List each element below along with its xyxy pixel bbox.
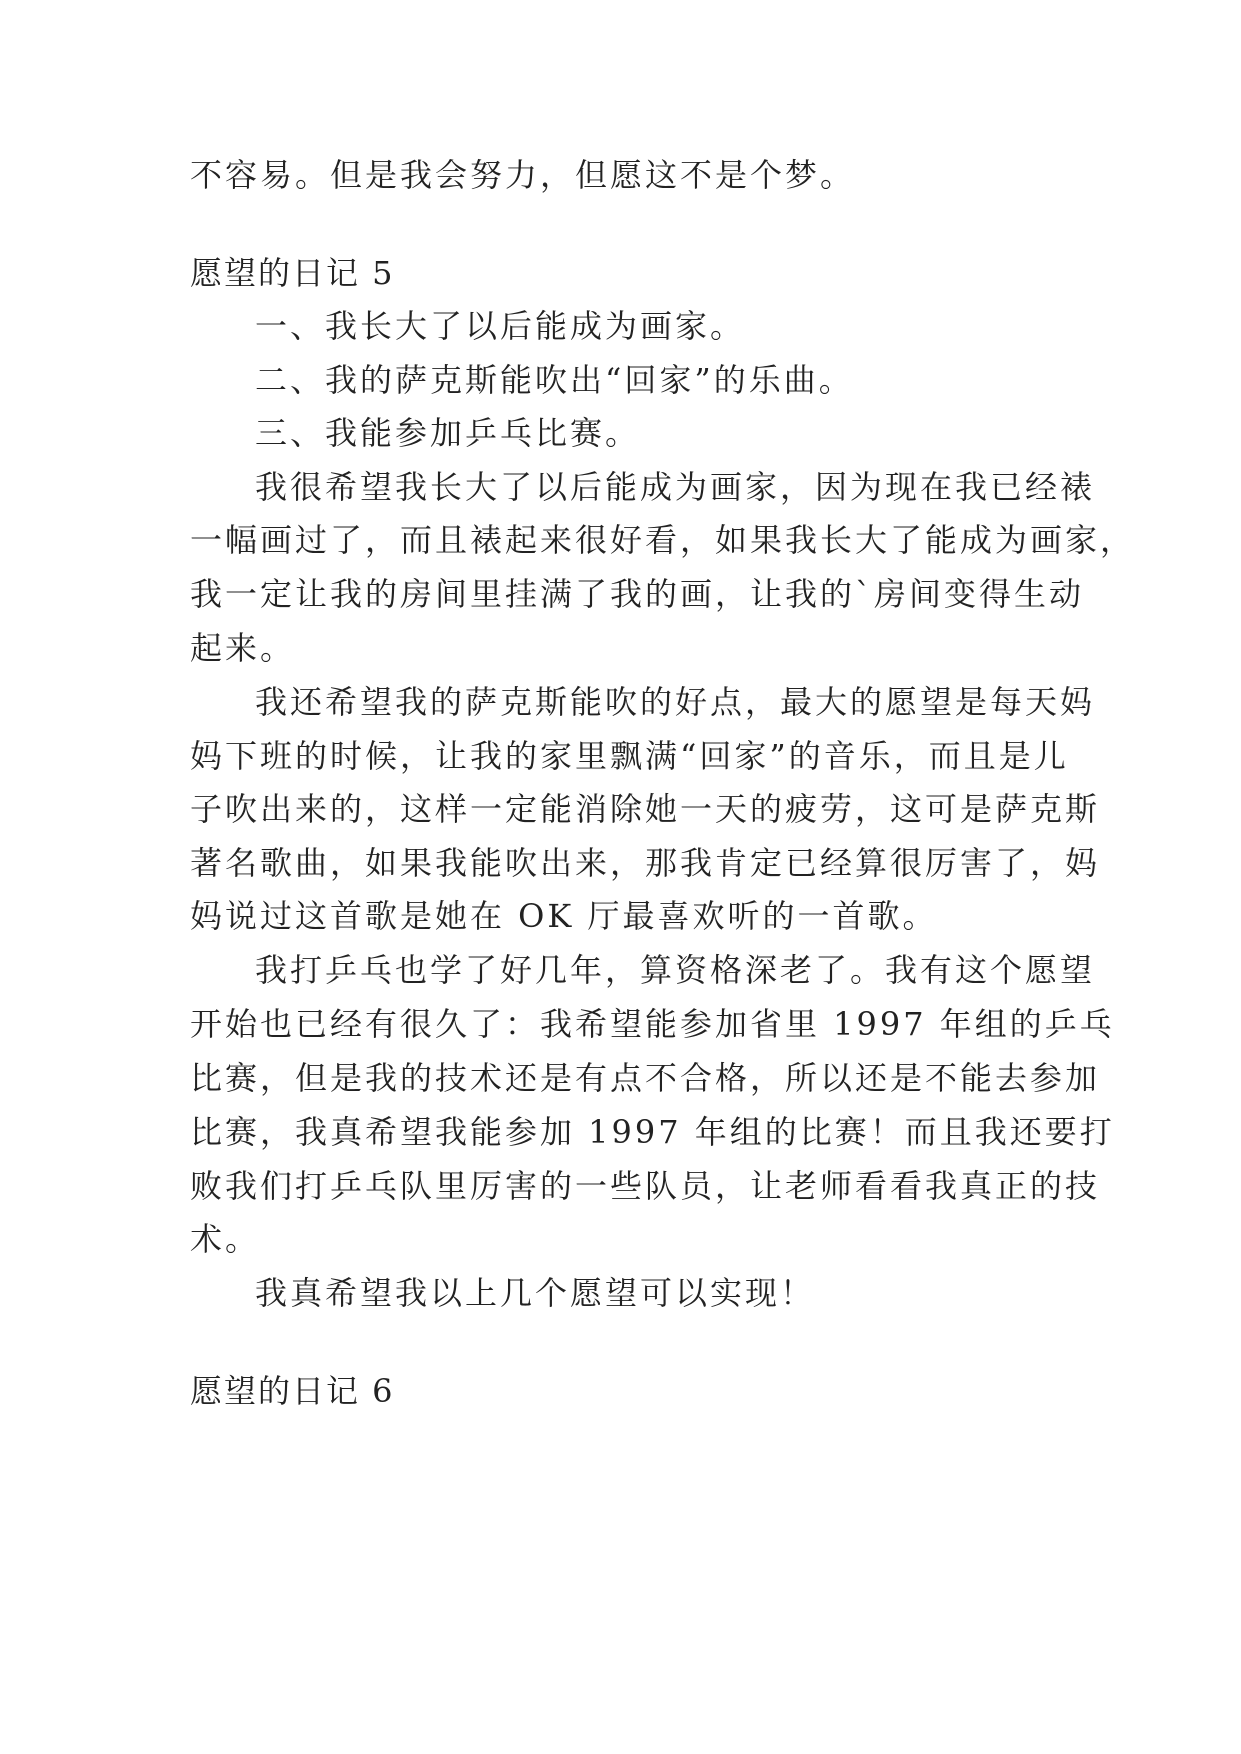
paragraph-3-line: 败我们打乒乓队里厉害的一些队员，让老师看看我真正的技: [190, 1167, 1101, 1205]
paragraph-2-line: 妈说过这首歌是她在 OK 厅最喜欢听的一首歌。: [190, 897, 938, 935]
paragraph-2-line: 我还希望我的萨克斯能吹的好点，最大的愿望是每天妈: [255, 683, 1096, 721]
wish-item-2: 二、我的萨克斯能吹出“回家”的乐曲。: [255, 361, 854, 399]
paragraph-1-line: 我很希望我长大了以后能成为画家，因为现在我已经裱: [255, 468, 1096, 506]
paragraph-3-line: 术。: [190, 1220, 261, 1258]
paragraph-3-line: 开始也已经有很久了：我希望能参加省里 1997 年组的乒乓: [190, 1005, 1115, 1043]
continuation-line: 不容易。但是我会努力，但愿这不是个梦。: [190, 156, 856, 194]
paragraph-1-line: 起来。: [190, 629, 296, 667]
paragraph-2-line: 著名歌曲，如果我能吹出来，那我肯定已经算很厉害了，妈: [190, 844, 1101, 882]
paragraph-2-line: 子吹出来的，这样一定能消除她一天的疲劳，这可是萨克斯: [190, 790, 1101, 828]
paragraph-3-line: 我打乒乓也学了好几年，算资格深老了。我有这个愿望: [255, 951, 1096, 989]
paragraph-1-line: 我一定让我的房间里挂满了我的画，让我的`房间变得生动: [190, 575, 1085, 613]
section-5-heading: 愿望的日记 5: [190, 254, 395, 292]
paragraph-2-line: 妈下班的时候，让我的家里飘满“回家”的音乐，而且是儿: [190, 737, 1069, 775]
section-6-heading: 愿望的日记 6: [190, 1372, 395, 1410]
paragraph-3-line: 比赛，但是我的技术还是有点不合格，所以还是不能去参加: [190, 1059, 1101, 1097]
wish-item-3: 三、我能参加乒乓比赛。: [255, 414, 641, 452]
closing-line: 我真希望我以上几个愿望可以实现！: [255, 1274, 816, 1312]
paragraph-3-line: 比赛，我真希望我能参加 1997 年组的比赛！而且我还要打: [190, 1113, 1115, 1151]
wish-item-1: 一、我长大了以后能成为画家。: [255, 307, 746, 345]
paragraph-1-line: 一幅画过了，而且裱起来很好看，如果我长大了能成为画家，: [190, 521, 1136, 559]
